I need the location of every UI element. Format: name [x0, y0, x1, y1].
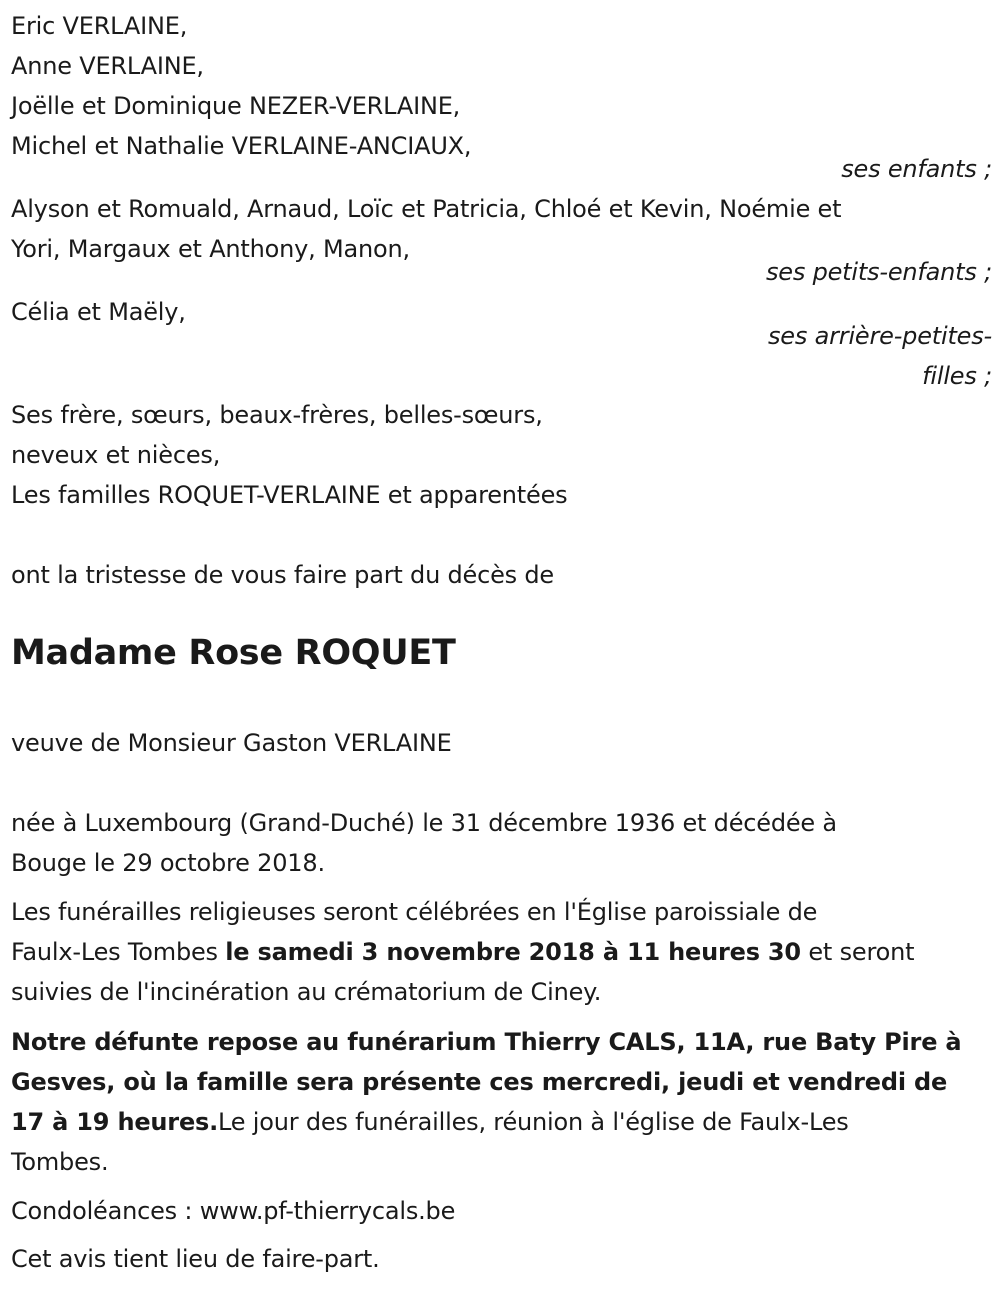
child-name: Eric VERLAINE,: [11, 12, 188, 40]
funeral-info: [11, 892, 992, 1012]
grandchildren-line: Alyson et Romuald, Arnaud, Loïc et Patricia, Chloé et Kevin, Noémie et: [11, 195, 842, 223]
birth-death-line: Bouge le 29 octobre 2018.: [11, 849, 325, 877]
birth-death: [11, 803, 992, 883]
great-grandchildren-label: [11, 316, 992, 396]
grandchildren-line: Yori, Margaux et Anthony, Manon,: [11, 235, 410, 263]
family-line: Ses frère, sœurs, beaux-frères, belles-sœurs,: [11, 401, 543, 429]
great-grandchildren-line: Célia et Maëly,: [11, 298, 186, 326]
visitation-bold: Notre défunte repose au funérarium Thierry CALS, 11A, rue Baty Pire à: [11, 1028, 962, 1056]
widow-of: veuve de Monsieur Gaston VERLAINE: [11, 729, 452, 757]
family-line: Les familles ROQUET-VERLAINE et apparentées: [11, 481, 568, 509]
closing-note: Cet avis tient lieu de faire-part.: [11, 1245, 380, 1273]
family-list: [11, 395, 992, 515]
death-notice: [11, 0, 992, 1295]
child-name: Joëlle et Dominique NEZER-VERLAINE,: [11, 92, 461, 120]
funeral-line: Les funérailles religieuses seront célébrées en l'Église paroissiale de: [11, 898, 818, 926]
child-name: Anne VERLAINE,: [11, 52, 204, 80]
visitation-bold: Gesves, où la famille sera présente ces mercredi, jeudi et vendredi de: [11, 1068, 948, 1096]
gathering-info: Le jour des funérailles, réunion à l'église de Faulx-Les: [218, 1108, 849, 1136]
condolences: Condoléances : www.pf-thierrycals.be: [11, 1197, 456, 1225]
children-label: ses enfants ;: [841, 155, 992, 183]
visitation-hours: 17 à 19 heures.: [11, 1108, 219, 1136]
funeral-line: [11, 932, 992, 972]
great-grandchildren-label-line: ses arrière-petites-: [768, 322, 992, 350]
deceased-name: Madame Rose ROQUET: [11, 633, 456, 673]
children-list: [11, 6, 992, 166]
funeral-place: Faulx-Les Tombes: [11, 938, 226, 966]
funeral-continuation: et seront: [800, 938, 915, 966]
funeral-line: suivies de l'incinération au crématorium de Ciney.: [11, 978, 602, 1006]
visitation-info: [11, 1022, 992, 1182]
child-name: Michel et Nathalie VERLAINE-ANCIAUX,: [11, 132, 472, 160]
family-line: neveux et nièces,: [11, 441, 221, 469]
announcement: ont la tristesse de vous faire part du décès de: [11, 561, 554, 589]
funeral-date: le samedi 3 novembre 2018 à 11 heures 30: [225, 938, 801, 966]
birth-death-line: née à Luxembourg (Grand-Duché) le 31 décembre 1936 et décédée à: [11, 809, 837, 837]
great-grandchildren-label-line: filles ;: [922, 362, 992, 390]
visitation-line: Tombes.: [11, 1148, 109, 1176]
grandchildren-label: ses petits-enfants ;: [765, 258, 992, 286]
